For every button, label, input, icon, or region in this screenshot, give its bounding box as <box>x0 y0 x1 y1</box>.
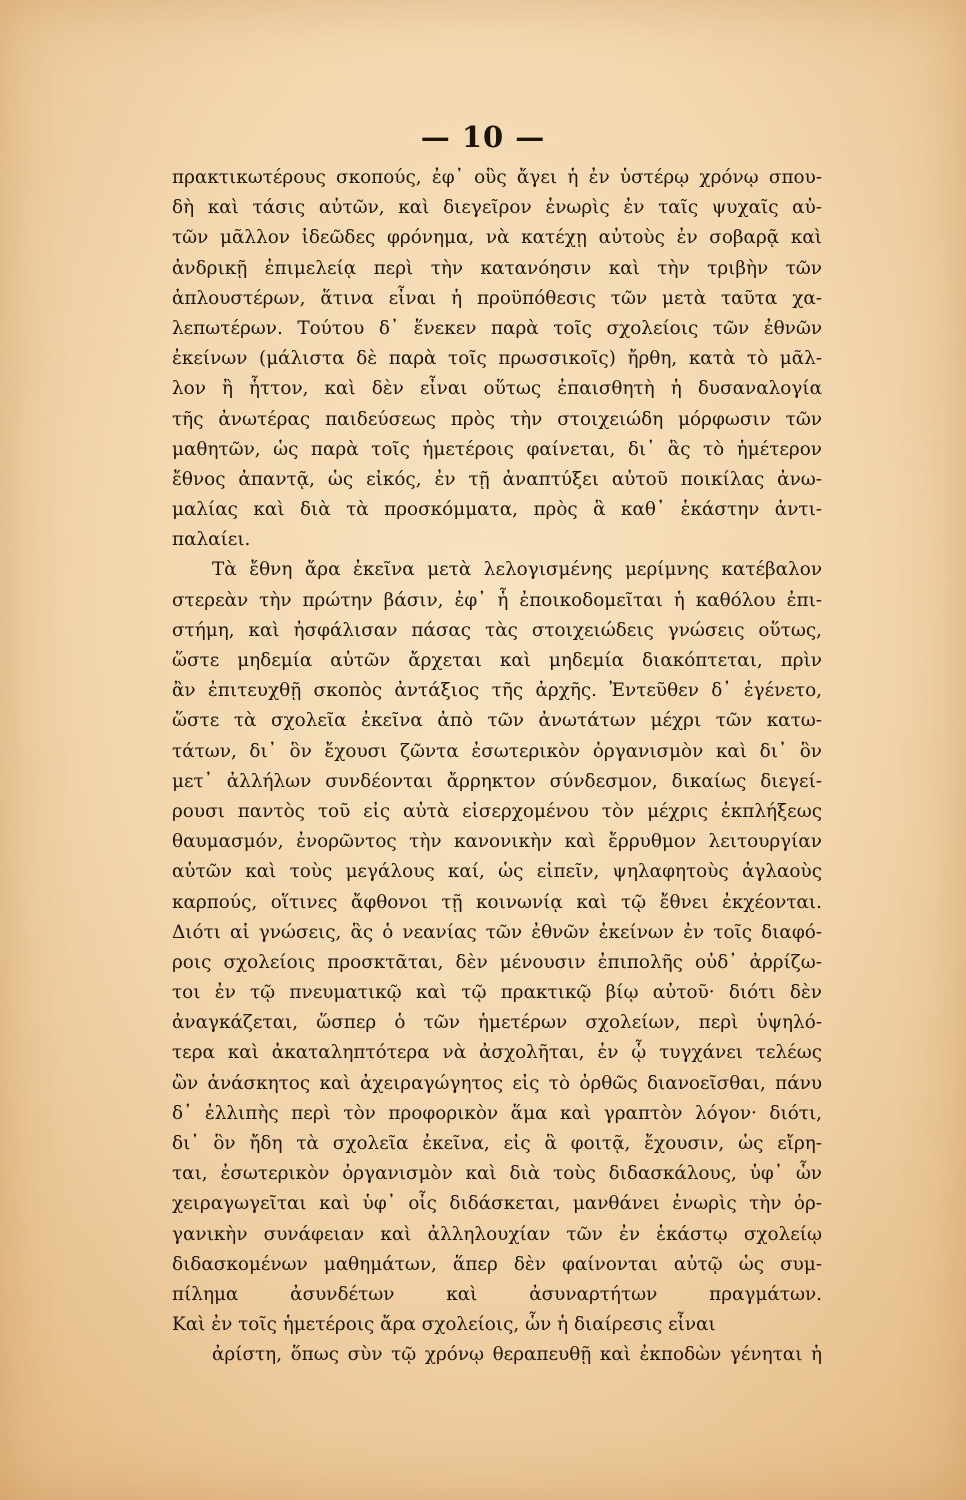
text-line: ὥστε μηδεμία αὐτῶν ἄρχεται καὶ μηδεμία διακόπτεται, πρὶν <box>172 650 822 671</box>
text-line <box>172 1371 822 1401</box>
text-line: τῆς ἀνωτέρας παιδεύσεως πρὸς τὴν στοιχειώδη μόρφωσιν τῶν <box>172 408 822 430</box>
text-line: ἐκείνων (μάλιστα δὲ παρὰ τοῖς πρωσσικοῖς) ἤρθη, κατὰ τὸ μᾶλ- <box>172 348 822 370</box>
text-line: γανικὴν συνάφειαν καὶ ἀλληλουχίαν τῶν ἐν ἑκάστῳ σχολείῳ <box>172 1223 822 1245</box>
text-line: ροις σχολείοις προσκτᾶται, δὲν μένουσιν ἐπιπολῆς οὐδ᾽ ἀρρίζω- <box>172 951 822 973</box>
text-line: τερα καὶ ἀκαταληπτότερα νὰ ἀσχολῆται, ἐν ᾧ τυγχάνει τελέως <box>172 1042 822 1064</box>
text-line: Τὰ ἔθνη ἄρα ἐκεῖνα μετὰ λελογισμένης μερίμνης κατέβαλον <box>212 559 822 581</box>
text-line: πρακτικωτέρους σκοπούς, ἐφ᾽ οὓς ἄγει ἡ ἐν ὑστέρῳ χρόνῳ σπου- <box>172 167 822 188</box>
text-line: μαθητῶν, ὡς παρὰ τοῖς ἡμετέροις φαίνεται, δι᾽ ἃς τὸ ἡμέτερον <box>172 438 822 460</box>
page-number: — 10 — <box>420 120 546 154</box>
text-line: ὢν ἀνάσκητος καὶ ἀχειραγώγητος εἰς τὸ ὀρθῶς διανοεῖσθαι, πάνυ <box>172 1072 822 1094</box>
text-line: δ᾽ ἐλλιπὴς περὶ τὸν προφορικὸν ἅμα καὶ γραπτὸν λόγον· διότι, <box>172 1102 822 1124</box>
text-line: δὴ καὶ τάσις αὐτῶν, καὶ διεγεῖρον ἐνωρὶς ἐν ταῖς ψυχαῖς αὐ- <box>172 197 822 219</box>
text-line: Καὶ ἐν τοῖς ἡμετέροις ἄρα σχολείοις, ὧν ἡ διαίρεσις εἶναι <box>172 1314 716 1336</box>
text-line: μετ᾽ ἀλλήλων συνδέονται ἄρρηκτον σύνδεσμον, δικαίως διεγεί- <box>172 770 822 792</box>
text-line: παλαίει. <box>172 529 251 551</box>
text-line: ἀναγκάζεται, ὥσπερ ὁ τῶν ἡμετέρων σχολείων, περὶ ὑψηλό- <box>172 1012 822 1034</box>
text-line: ἔθνος ἀπαντᾷ, ὡς εἰκός, ἐν τῇ ἀναπτύξει αὐτοῦ ποικίλας ἀνω- <box>172 468 822 490</box>
text-line: στερεὰν τὴν πρώτην βάσιν, ἐφ᾽ ἧ ἐποικοδομεῖται ἡ καθόλου ἐπι- <box>172 589 822 611</box>
text-line: δι᾽ ὃν ἤδη τὰ σχολεῖα ἐκεῖνα, εἰς ἃ φοιτᾷ, ἔχουσιν, ὡς εἴρη- <box>172 1133 822 1154</box>
text-line: καρπούς, οἵτινες ἄφθονοι τῇ κοινωνίᾳ καὶ τῷ ἔθνει ἐκχέονται. <box>172 891 822 913</box>
text-line: ὥστε τὰ σχολεῖα ἐκεῖνα ἀπὸ τῶν ἀνωτάτων μέχρι τῶν κατω- <box>172 710 822 732</box>
text-line: μαλίας καὶ διὰ τὰ προσκόμματα, πρὸς ἃ καθ᾽ ἑκάστην ἀντι- <box>172 499 822 521</box>
text-line: θαυμασμόν, ἐνορῶντος τὴν κανονικὴν καὶ ἔρρυθμον λειτουργίαν <box>172 831 822 853</box>
text-line: αὐτῶν καὶ τοὺς μεγάλους καί, ὡς εἰπεῖν, ψηλαφητοὺς ἀγλαοὺς <box>172 861 822 883</box>
text-line: τῶν μᾶλλον ἰδεῶδες φρόνημα, νὰ κατέχῃ αὐτοὺς ἐν σοβαρᾷ καὶ <box>172 227 822 249</box>
text-line: ται, ἐσωτερικὸν ὀργανισμὸν καὶ διὰ τοὺς διδασκάλους, ὑφ᾽ ὧν <box>172 1163 822 1185</box>
text-line: ρουσι παντὸς τοῦ εἰς αὐτὰ εἰσερχομένου τὸν μέχρις ἐκπλήξεως <box>172 800 822 822</box>
text-line: ἁπλουστέρων, ἅτινα εἶναι ἡ προϋπόθεσις τῶν μετὰ ταῦτα χα- <box>172 287 822 309</box>
text-line: ἀρίστη, ὅπως σὺν τῷ χρόνῳ θεραπευθῇ καὶ ἐκποδὼν γένηται ἡ <box>212 1344 822 1366</box>
text-line: τοι ἐν τῷ πνευματικῷ καὶ τῷ πρακτικῷ βίῳ αὐτοῦ· διότι δὲν <box>172 982 822 1004</box>
text-line: τάτων, δι᾽ ὃν ἔχουσι ζῶντα ἐσωτερικὸν ὀργανισμὸν καὶ δι᾽ ὃν <box>172 740 822 762</box>
text-line: Διότι αἱ γνώσεις, ἃς ὁ νεανίας τῶν ἐθνῶν ἐκείνων ἐν τοῖς διαφό- <box>172 921 822 943</box>
text-line: ἂν ἐπιτευχθῇ σκοπὸς ἀντάξιος τῆς ἀρχῆς. Ἐντεῦθεν δ᾽ ἐγένετο, <box>172 680 822 702</box>
text-line: χειραγωγεῖται καὶ ὑφ᾽ οἷς διδάσκεται, μανθάνει ἐνωρὶς τὴν ὀρ- <box>172 1193 822 1215</box>
text-line: διδασκομένων μαθημάτων, ἅπερ δὲν φαίνονται αὐτῷ ὡς συμ- <box>172 1253 822 1275</box>
text-line: πίλημα ἀσυνδέτων καὶ ἀσυναρτήτων πραγμάτων. <box>172 1283 822 1305</box>
text-line: λον ἢ ἧττον, καὶ δὲν εἶναι οὕτως ἐπαισθητὴ ἡ δυσαναλογία <box>172 378 822 400</box>
text-line: λεπωτέρων. Τούτου δ᾽ ἕνεκεν παρὰ τοῖς σχολείοις τῶν ἐθνῶν <box>172 317 822 339</box>
text-line: στήμη, καὶ ἠσφάλισαν πάσας τὰς στοιχειώδεις γνώσεις οὕτως, <box>172 619 822 641</box>
text-line: ἀνδρικῇ ἐπιμελείᾳ περὶ τὴν κατανόησιν καὶ τὴν τριβὴν τῶν <box>172 257 822 279</box>
body-text <box>172 163 822 1401</box>
